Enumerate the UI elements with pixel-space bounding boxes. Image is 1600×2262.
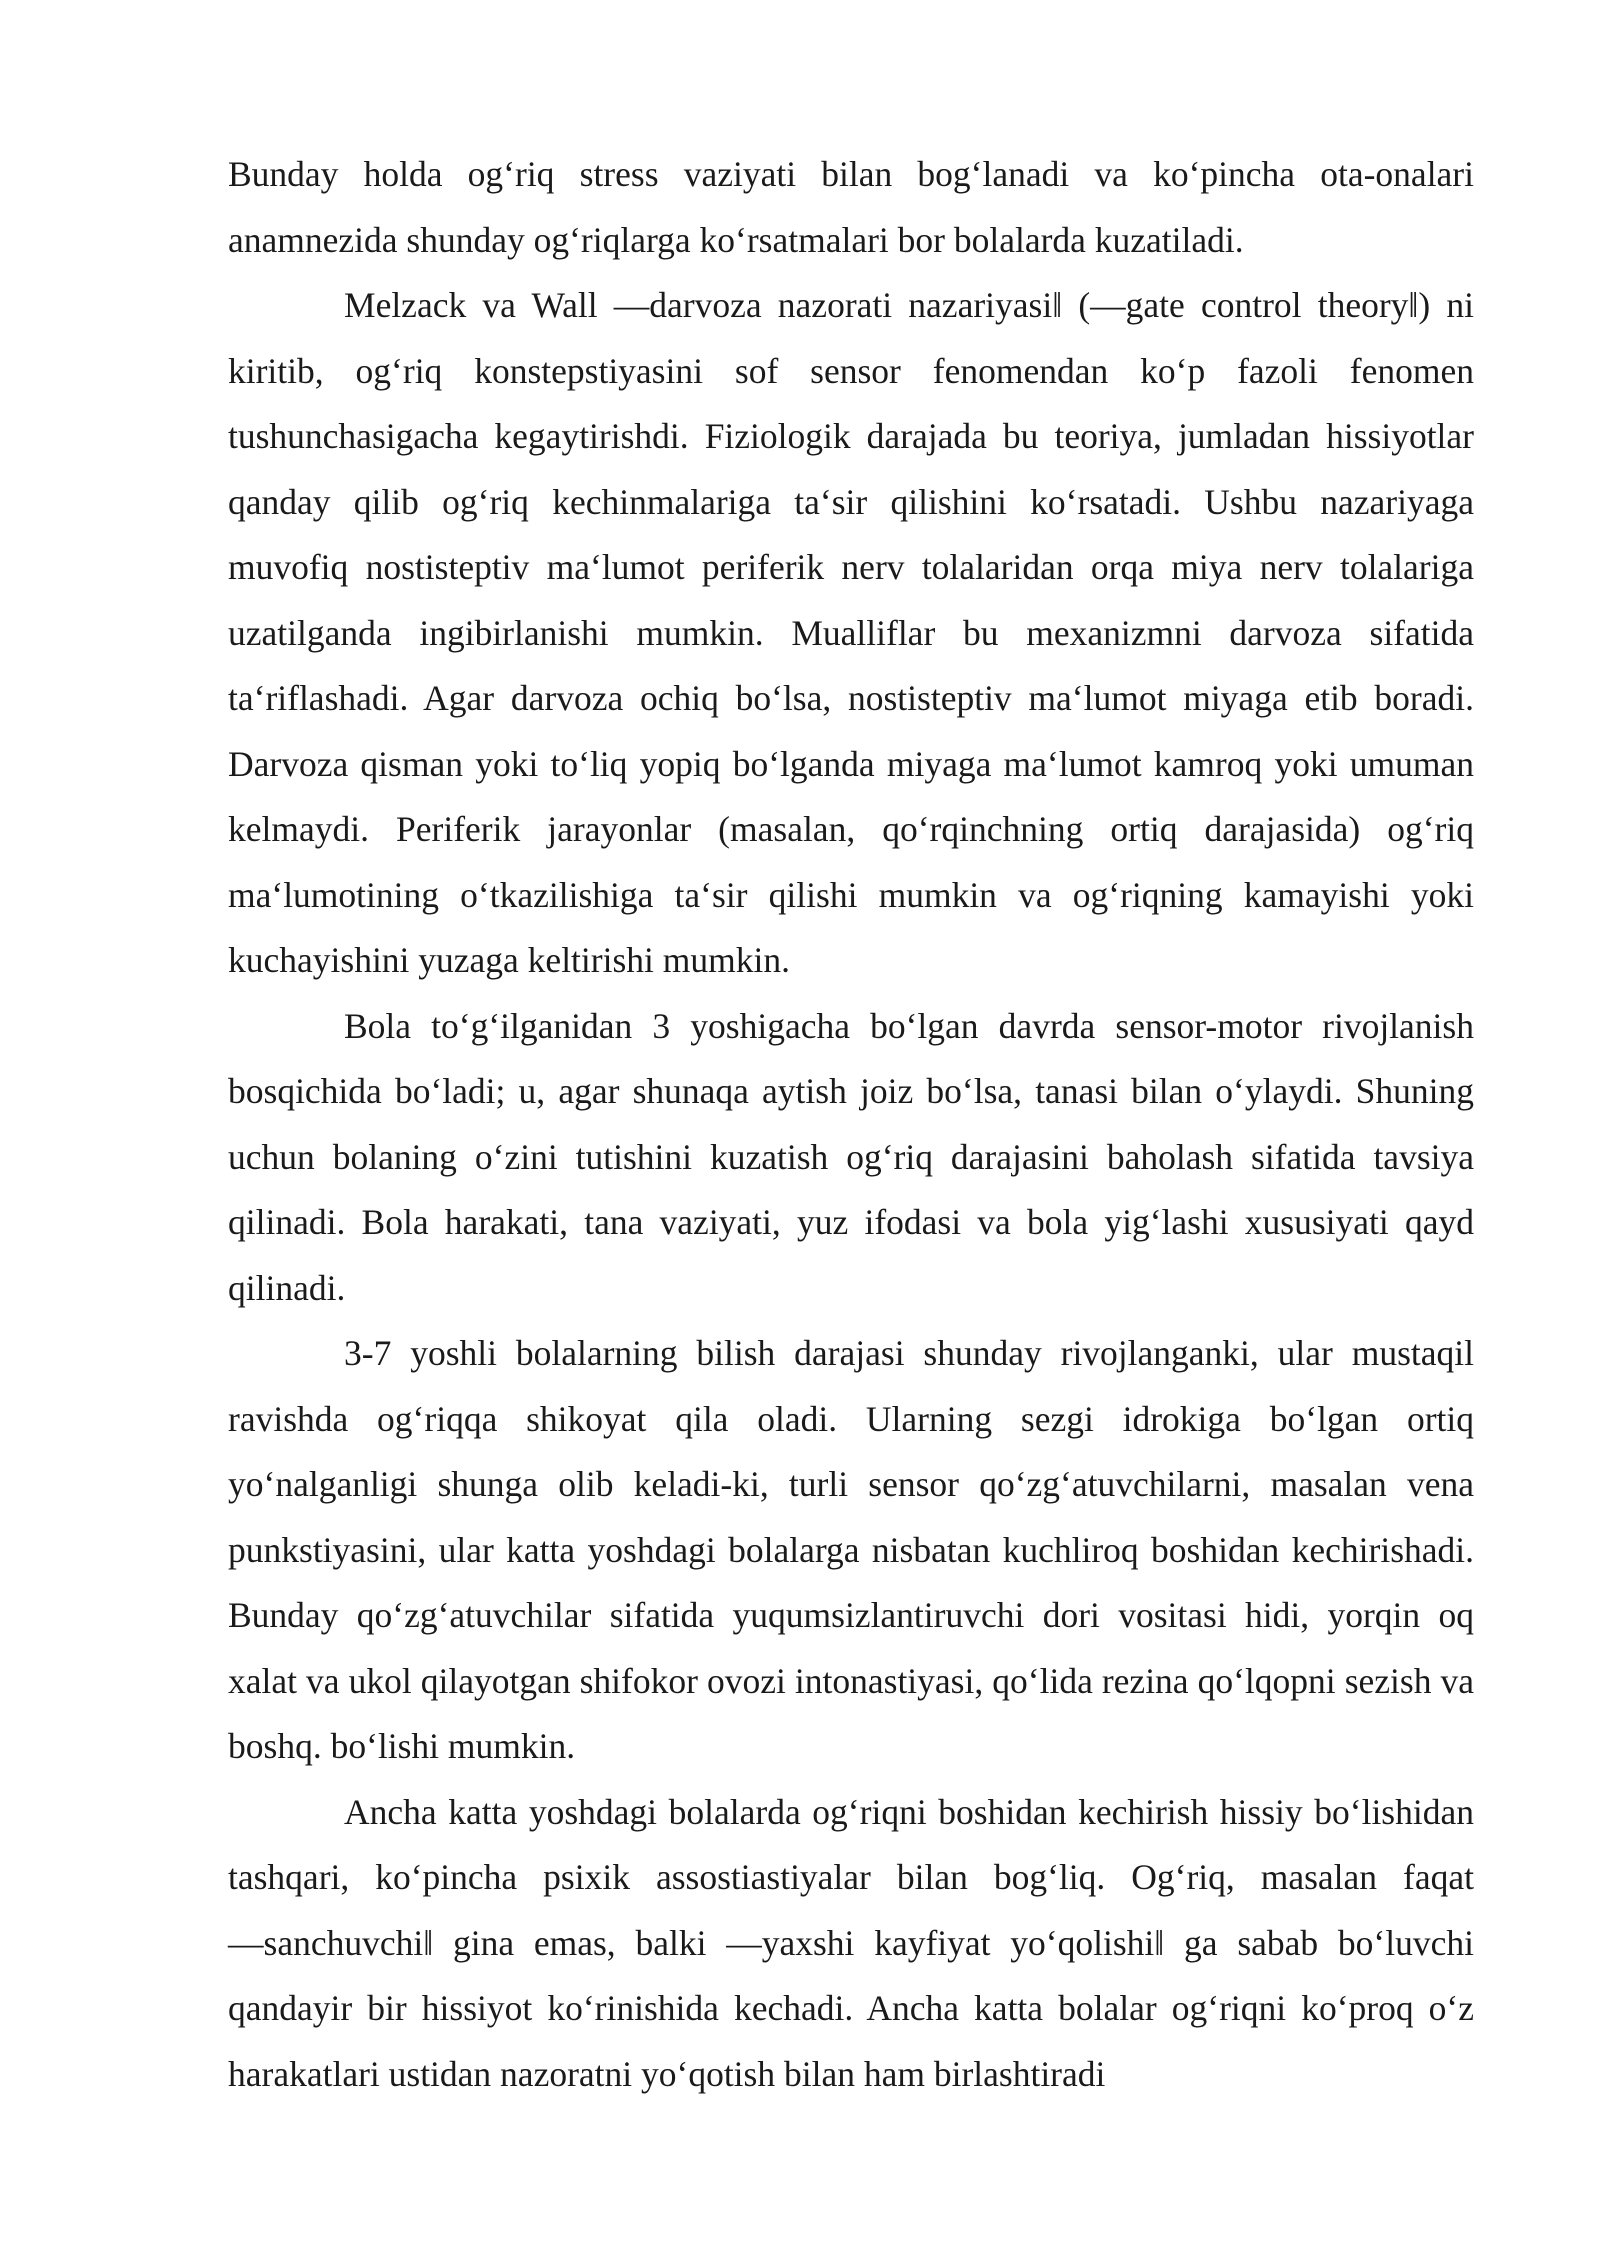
paragraph-1: Bunday holda og‘riq stress vaziyati bilan bog‘lanadi va ko‘pincha ota-onalari anamnezida shunday og‘riqlarga ko‘rsatmalari bor bolalarda kuzatiladi. xyxy=(228,154,1474,260)
paragraph-4: 3-7 yoshli bolalarning bilish darajasi shunday rivojlanganki, ular mustaqil ravishda og‘riqqa shikoyat qila oladi. Ularning sezgi idrokiga bo‘lgan ortiq yo‘nalganligi shunga olib keladi-ki, turli sensor qo‘zg‘atuvchilarni, masalan vena punkstiyasini, ular katta yoshdagi bolalarga nisbatan kuchliroq boshidan kechirishadi. Bunday qo‘zg‘atuvchilar sifatida yuqumsizlantiruvchi dori vositasi hidi, yorqin oq xalat va ukol qilayotgan shifokor ovozi intonastiyasi, qo‘lida rezina qo‘lqopni sezish va boshq. bo‘lishi mumkin. xyxy=(228,1333,1474,1766)
paragraph-2: Melzack va Wall ―darvoza nazorati nazariyasi‖ (―gate control theory‖) ni kiritib, og‘riq konstepstiyasini sof sensor fenomendan ko‘p fazoli fenomen tushunchasigacha kegaytirishdi. Fiziologik darajada bu teoriya, jumladan hissiyotlar qanday qilib og‘riq kechinmalariga ta‘sir qilishini ko‘rsatadi. Ushbu nazariyaga muvofiq nostisteptiv ma‘lumot periferik nerv tolalaridan orqa miya nerv tolalariga uzatilganda ingibirlanishi mumkin. Mualliflar bu mexanizmni darvoza sifatida ta‘riflashadi. Agar darvoza ochiq bo‘lsa, nostisteptiv ma‘lumot miyaga etib boradi. Darvoza qisman yoki to‘liq yopiq bo‘lganda miyaga ma‘lumot kamroq yoki umuman kelmaydi. Periferik jarayonlar (masalan, qo‘rqinchning ortiq darajasida) og‘riq ma‘lumotining o‘tkazilishiga ta‘sir qilishi mumkin va og‘riqning kamayishi yoki kuchayishini yuzaga keltirishi mumkin. xyxy=(228,285,1474,980)
document-page xyxy=(228,142,1474,2107)
paragraph-3: Bola to‘g‘ilganidan 3 yoshigacha bo‘lgan davrda sensor-motor rivojlanish bosqichida bo‘ladi; u, agar shunaqa aytish joiz bo‘lsa, tanasi bilan o‘ylaydi. Shuning uchun bolaning o‘zini tutishini kuzatish og‘riq darajasini baholash sifatida tavsiya qilinadi. Bola harakati, tana vaziyati, yuz ifodasi va bola yig‘lashi xususiyati qayd qilinadi. xyxy=(228,1005,1474,1308)
paragraph-5: Ancha katta yoshdagi bolalarda og‘riqni boshidan kechirish hissiy bo‘lishidan tashqari, ko‘pincha psixik assostiastiyalar bilan bog‘liq. Og‘riq, masalan faqat ―sanchuvchi‖ gina emas, balki ―yaxshi kayfiyat yo‘qolishi‖ ga sabab bo‘luvchi qandayir bir hissiyot ko‘rinishida kechadi. Ancha katta bolalar og‘riqni ko‘proq o‘z harakatlari ustidan nazoratni yo‘qotish bilan ham birlashtiradi xyxy=(228,1791,1474,2094)
